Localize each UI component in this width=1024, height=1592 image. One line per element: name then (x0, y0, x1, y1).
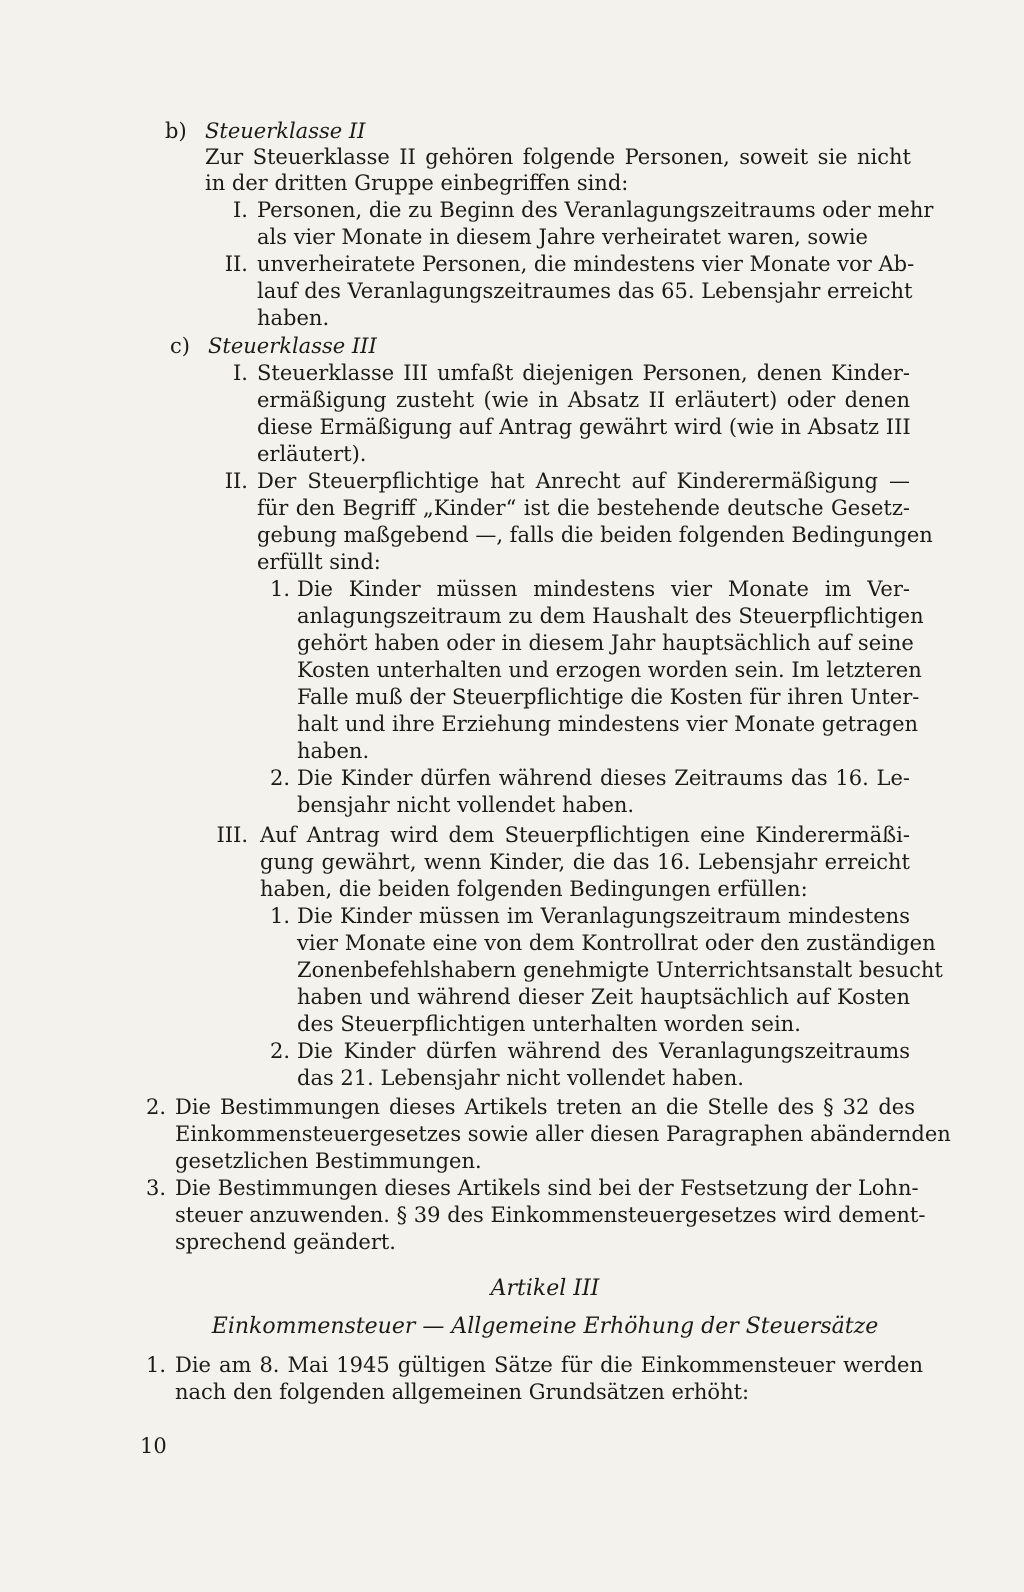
sub-item-number: 2. (269, 1039, 290, 1063)
text-line: halt und ihre Erziehung mindestens vier Monate getragen (297, 712, 919, 736)
text-line: Die Bestimmungen dieses Artikels treten an die Stelle des § 32 des (175, 1095, 915, 1119)
text-line: erläutert). (257, 442, 367, 466)
item-number: II. (224, 252, 248, 276)
text-line: lauf des Veranlagungszeitraumes das 65. Lebensjahr erreicht (257, 279, 913, 303)
text-line: Die am 8. Mai 1945 gültigen Sätze für die Einkommensteuer werden (175, 1353, 923, 1377)
text-line: haben. (257, 306, 330, 330)
text-line: gehört haben oder in diesem Jahr hauptsächlich auf seine (297, 631, 914, 655)
text-line: Der Steuerpflichtige hat Anrecht auf Kinderermäßigung — (257, 469, 910, 493)
text-line: unverheiratete Personen, die mindestens vier Monate vor Ab- (257, 252, 915, 276)
section-b-label: b) (165, 119, 187, 143)
text-line: als vier Monate in diesem Jahre verheiratet waren, sowie (257, 225, 868, 249)
text-line: Die Kinder müssen mindestens vier Monate im Ver- (297, 577, 910, 601)
text-line: Einkommensteuergesetzes sowie aller diesen Paragraphen abändernden (175, 1122, 951, 1146)
text-line: für den Begriff „Kinder“ ist die bestehende deutsche Gesetz- (257, 496, 910, 520)
text-line: nach den folgenden allgemeinen Grundsätzen erhöht: (175, 1380, 750, 1404)
item-number: III. (216, 823, 248, 847)
section-c-label: c) (170, 334, 190, 358)
text-line: haben und während dieser Zeit hauptsächlich auf Kosten (297, 985, 910, 1009)
text-line: steuer anzuwenden. § 39 des Einkommensteuergesetzes wird dement- (175, 1203, 926, 1227)
article-title: Artikel III (490, 1276, 600, 1301)
text-line: anlagungszeitraum zu dem Haushalt des Steuerpflichtigen (297, 604, 924, 628)
text-line: Die Kinder müssen im Veranlagungszeitraum mindestens (297, 904, 910, 928)
paragraph-number: 3. (145, 1176, 166, 1200)
text-line: Die Kinder dürfen während des Veranlagungszeitraums (297, 1039, 910, 1063)
text-line: ermäßigung zusteht (wie in Absatz II erläutert) oder denen (257, 388, 910, 412)
text-line: Falle muß der Steuerpflichtige die Kosten für ihren Unter- (297, 685, 920, 709)
paragraph-number: 1. (145, 1353, 166, 1377)
page-number: 10 (140, 1434, 167, 1458)
text-line: gebung maßgebend —, falls die beiden folgenden Bedingungen (257, 523, 933, 547)
text-line: das 21. Lebensjahr nicht vollendet haben. (297, 1066, 744, 1090)
text-line: bensjahr nicht vollendet haben. (297, 793, 635, 817)
text-line: des Steuerpflichtigen unterhalten worden sein. (297, 1012, 801, 1036)
item-number: I. (233, 198, 248, 222)
text-line: Personen, die zu Beginn des Veranlagungszeitraums oder mehr (257, 198, 934, 222)
text-line: sprechend geändert. (175, 1230, 396, 1254)
text-line: gung gewährt, wenn Kinder, die das 16. Lebensjahr erreicht (260, 850, 910, 874)
sub-item-number: 2. (269, 766, 290, 790)
text-line: Steuerklasse III umfaßt diejenigen Personen, denen Kinder- (257, 361, 910, 385)
sub-item-number: 1. (269, 904, 290, 928)
text-line: Zur Steuerklasse II gehören folgende Personen, soweit sie nicht (205, 145, 911, 169)
text-line: haben. (297, 739, 370, 763)
text-line: Die Bestimmungen dieses Artikels sind bei der Festsetzung der Lohn- (175, 1176, 919, 1200)
item-number: I. (233, 361, 248, 385)
text-line: Auf Antrag wird dem Steuerpflichtigen eine Kinderermäßi- (260, 823, 910, 847)
text-line: Zonenbefehlshabern genehmigte Unterrichtsanstalt besucht (297, 958, 943, 982)
text-line: diese Ermäßigung auf Antrag gewährt wird (wie in Absatz III (257, 415, 911, 439)
sub-item-number: 1. (269, 577, 290, 601)
text-line: haben, die beiden folgenden Bedingungen erfüllen: (260, 877, 808, 901)
article-subtitle: Einkommensteuer — Allgemeine Erhöhung der Steuersätze (211, 1314, 879, 1339)
text-line: vier Monate eine von dem Kontrollrat oder den zuständigen (297, 931, 936, 955)
section-b-heading: Steuerklasse II (205, 119, 366, 143)
item-number: II. (224, 469, 248, 493)
section-c-heading: Steuerklasse III (208, 334, 377, 358)
text-line: gesetzlichen Bestimmungen. (175, 1149, 482, 1173)
text-line: erfüllt sind: (257, 550, 381, 574)
paragraph-number: 2. (145, 1095, 166, 1119)
text-line: Kosten unterhalten und erzogen worden sein. Im letzteren (297, 658, 922, 682)
text-line: in der dritten Gruppe einbegriffen sind: (205, 171, 629, 195)
text-line: Die Kinder dürfen während dieses Zeitraums das 16. Le- (297, 766, 910, 790)
